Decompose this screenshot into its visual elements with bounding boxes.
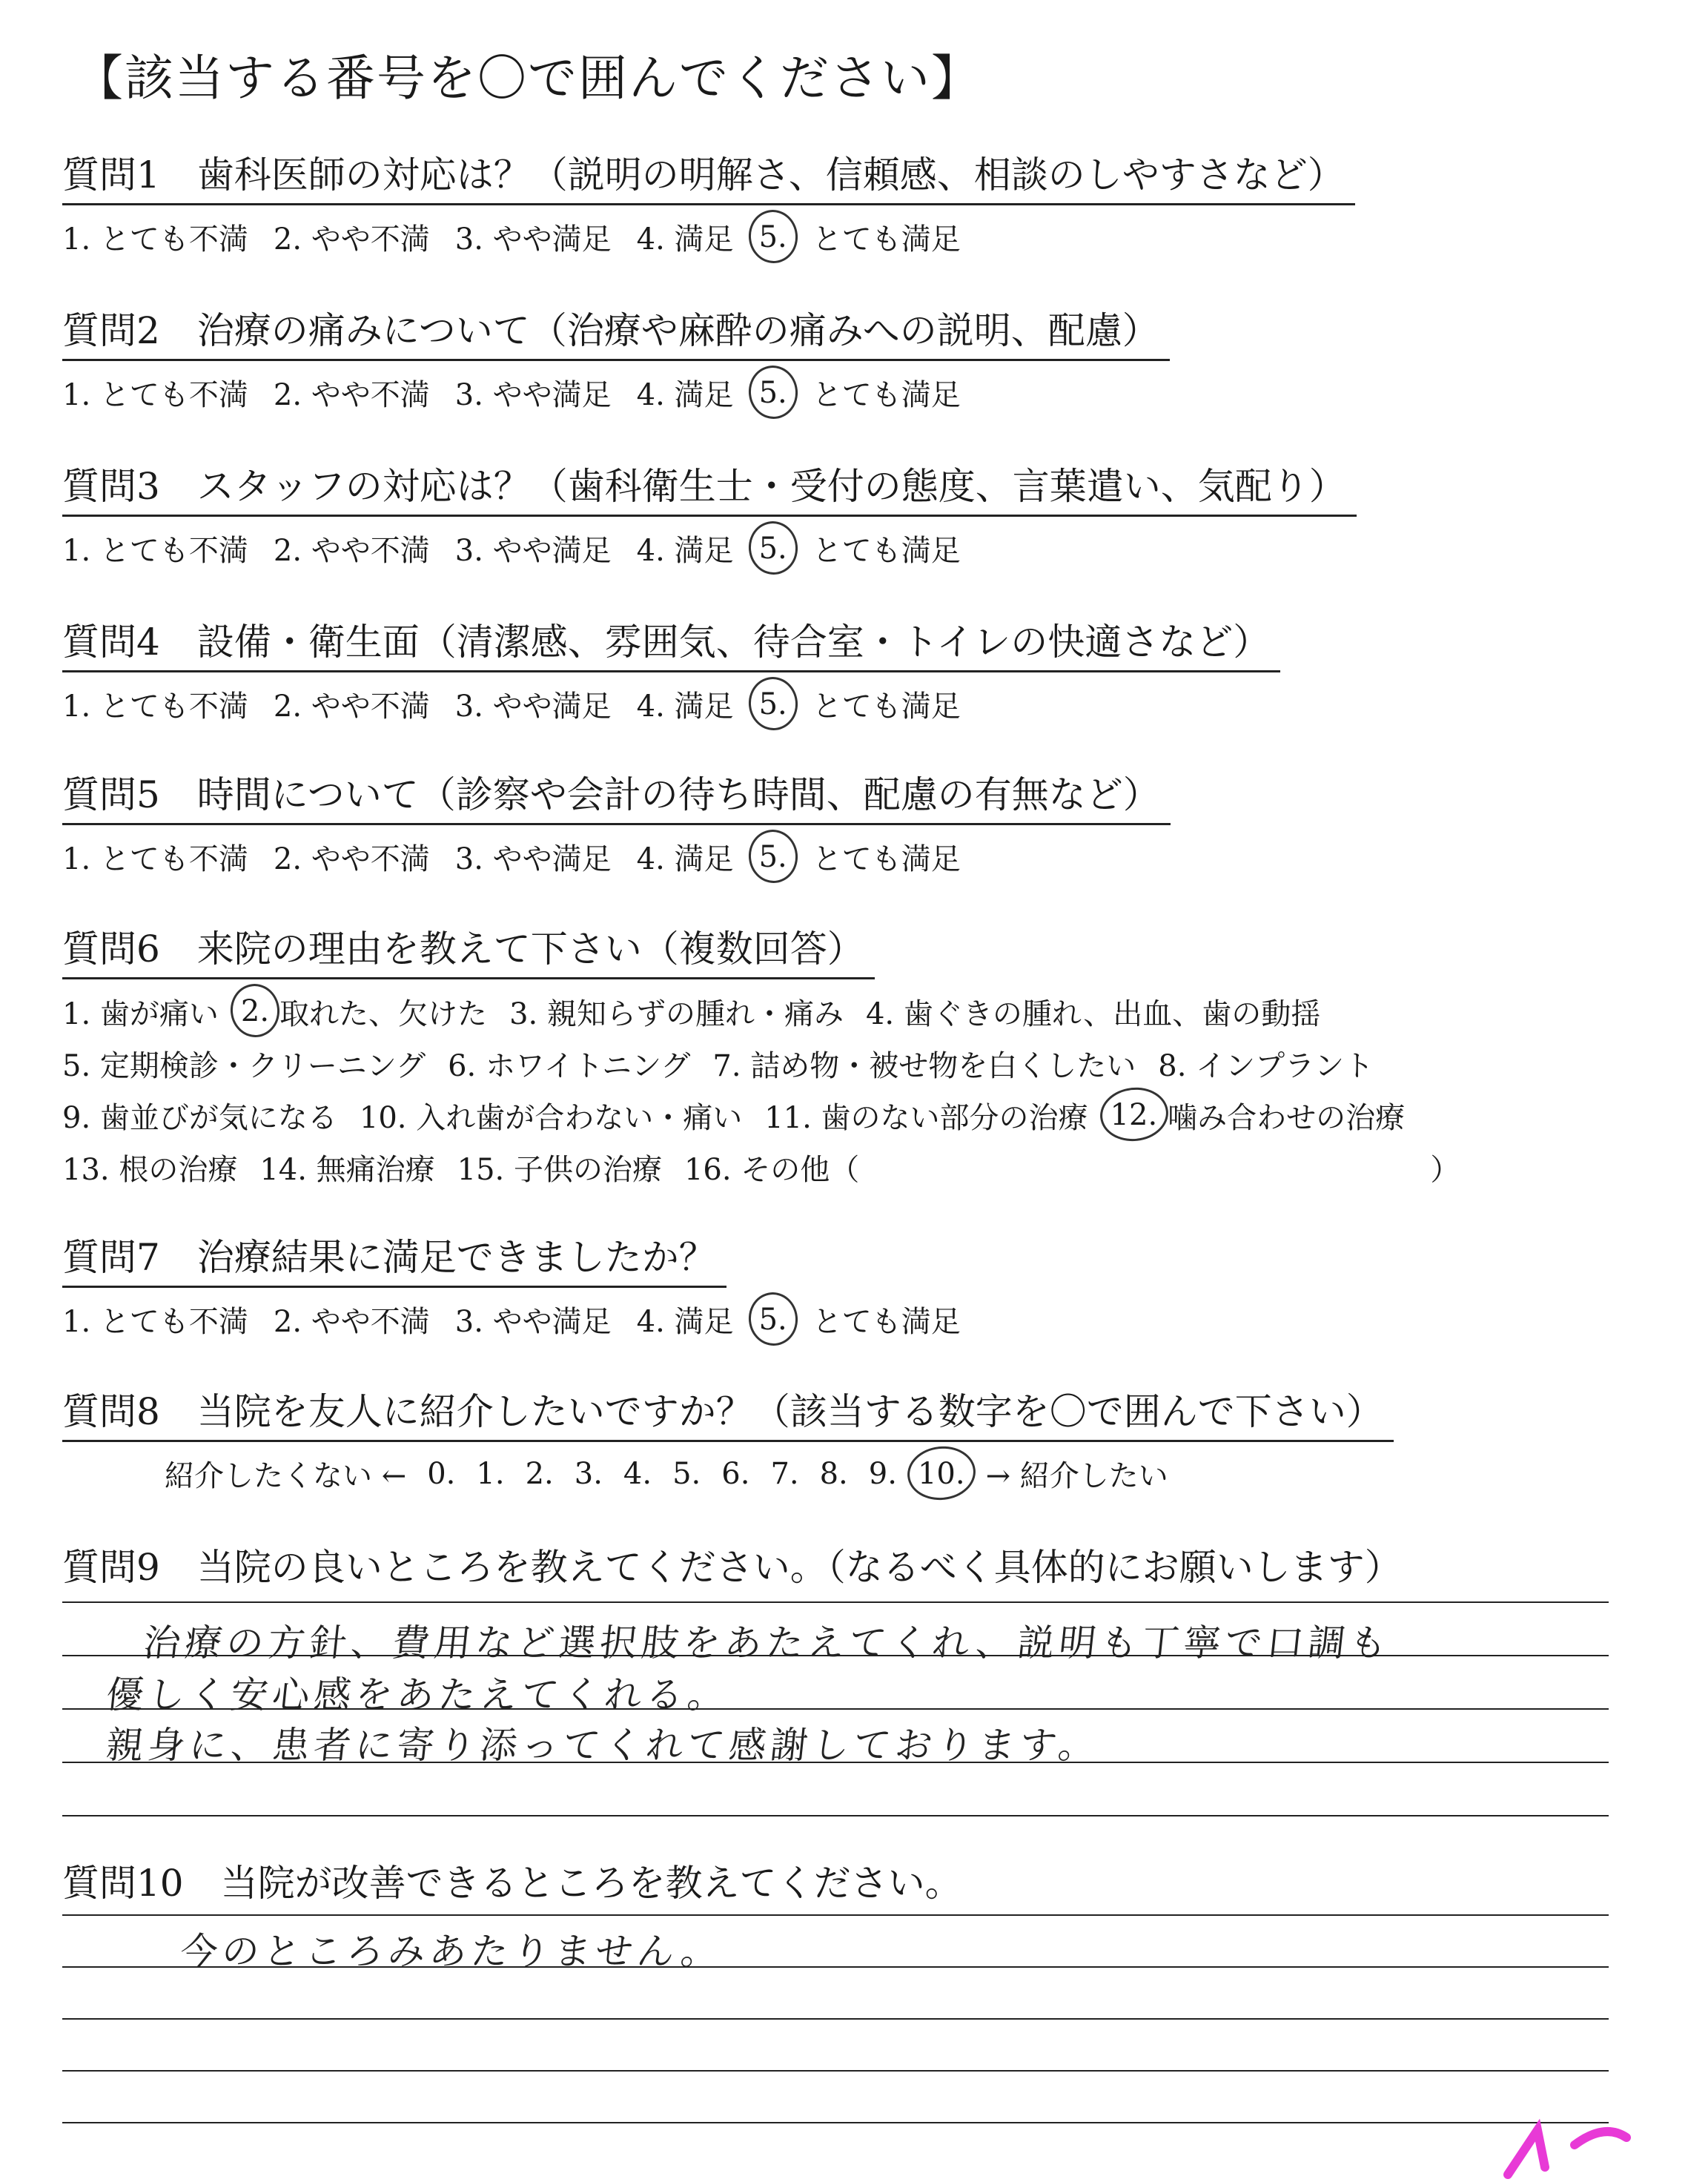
question-2-header: 質問2 治療の痛みについて（治療や麻酔の痛みへの説明、配慮）: [62, 301, 1170, 361]
option-3[interactable]: 3. やや満足: [454, 222, 612, 257]
option-15[interactable]: 15. 子供の治療: [457, 1152, 662, 1187]
option-5-label: とても満足: [812, 378, 961, 412]
question-9: [62, 1538, 1402, 1591]
ruled-line: [62, 1601, 1609, 1603]
option-3[interactable]: 3. やや満足: [454, 378, 612, 412]
option-13[interactable]: 13. 根の治療: [62, 1152, 238, 1187]
scale-4[interactable]: 4.: [623, 1456, 652, 1491]
scale-10-selected[interactable]: 10.: [917, 1456, 965, 1491]
option-5-label: とても満足: [812, 1305, 961, 1339]
question-10: [62, 1854, 962, 1907]
scale-1[interactable]: 1.: [476, 1456, 505, 1491]
option-1[interactable]: 1. 歯が痛い: [62, 996, 219, 1031]
handwritten-answer-line: 親身に、患者に寄り添ってくれて感謝しております。: [104, 1724, 1102, 1767]
option-16-other[interactable]: 16. その他（: [683, 1152, 860, 1187]
ruled-line: [62, 2122, 1609, 2123]
option-11[interactable]: 11. 歯のない部分の治療: [764, 1100, 1088, 1135]
scale-5[interactable]: 5.: [672, 1456, 701, 1491]
options-row: [62, 1141, 1482, 1193]
option-2-label: 取れた、欠けた: [279, 996, 488, 1031]
option-3[interactable]: 3. やや満足: [454, 842, 612, 876]
scale-6[interactable]: 6.: [721, 1456, 750, 1491]
handwritten-answer-line: 今のところみあたりません。: [178, 1930, 725, 1973]
question-9-header: 質問9 当院の良いところを教えてください。（なるべく具体的にお願いします）: [62, 1546, 1402, 1589]
option-5-label: とても満足: [812, 842, 961, 876]
page-title: 【該当する番号を〇で囲んでください】: [74, 50, 982, 107]
scale-7[interactable]: 7.: [770, 1456, 799, 1491]
question-7-options: [62, 1298, 986, 1340]
ruled-line: [62, 2070, 1609, 2072]
question-8-scale: [62, 1452, 1394, 1495]
option-12-selected[interactable]: 12.: [1110, 1098, 1158, 1132]
option-5[interactable]: 5. 定期検診・クリーニング: [62, 1048, 426, 1083]
handwritten-answer-line: 優しく安心感をあたえてくれる。: [104, 1673, 732, 1716]
highlighter-mark: [1493, 2115, 1641, 2182]
question-7: [62, 1228, 986, 1340]
ruled-line: [62, 2018, 1609, 2020]
question-2-options: [62, 371, 1170, 414]
option-2-selected[interactable]: 2.: [240, 994, 270, 1028]
question-3: [62, 457, 1357, 569]
scale-8[interactable]: 8.: [819, 1456, 848, 1491]
option-8[interactable]: 8. インプラント: [1158, 1048, 1374, 1083]
answer-area-q10[interactable]: [62, 1914, 1609, 2137]
option-5-selected[interactable]: 5.: [758, 219, 787, 254]
option-12-label: 噛み合わせの治療: [1168, 1100, 1406, 1135]
option-3[interactable]: 3. やや満足: [454, 534, 612, 568]
option-5-selected[interactable]: 5.: [758, 687, 787, 721]
answer-area-q9[interactable]: [62, 1601, 1609, 1824]
option-2[interactable]: 2. やや不満: [273, 222, 430, 257]
scale-2[interactable]: 2.: [525, 1456, 554, 1491]
option-5-label: とても満足: [812, 534, 961, 568]
scale-9[interactable]: 9.: [868, 1456, 897, 1491]
question-6-options: [62, 985, 1482, 1193]
option-1[interactable]: 1. とても不満: [62, 222, 248, 257]
scale-3[interactable]: 3.: [574, 1456, 603, 1491]
option-2[interactable]: 2. やや不満: [273, 534, 430, 568]
option-7[interactable]: 7. 詰め物・被せ物を白くしたい: [712, 1048, 1136, 1083]
question-4: [62, 612, 1280, 725]
option-5-selected[interactable]: 5.: [758, 531, 787, 566]
option-5-label: とても満足: [812, 690, 961, 724]
options-row: [62, 985, 1482, 1037]
option-2[interactable]: 2. やや不満: [273, 842, 430, 876]
question-5-options: [62, 836, 1171, 878]
option-4[interactable]: 4. 満足: [636, 1305, 734, 1339]
question-4-options: [62, 683, 1280, 725]
option-1[interactable]: 1. とても不満: [62, 842, 248, 876]
question-10-header: 質問10 当院が改善できるところを教えてください。: [62, 1862, 962, 1905]
question-1-header: 質問1 歯科医師の対応は？（説明の明解さ、信頼感、相談のしやすさなど）: [62, 145, 1355, 205]
option-1[interactable]: 1. とても不満: [62, 690, 248, 724]
option-4[interactable]: 4. 満足: [636, 690, 734, 724]
option-3[interactable]: 3. 親知らずの腫れ・痛み: [509, 996, 844, 1031]
option-5-selected[interactable]: 5.: [758, 839, 787, 874]
option-3[interactable]: 3. やや満足: [454, 1305, 612, 1339]
option-2[interactable]: 2. やや不満: [273, 690, 430, 724]
option-14[interactable]: 14. 無痛治療: [259, 1152, 435, 1187]
other-close-paren: ）: [1430, 1152, 1460, 1187]
highlighter-stroke: [1508, 2130, 1626, 2175]
option-5-selected[interactable]: 5.: [758, 1302, 787, 1337]
option-5-selected[interactable]: 5.: [758, 375, 787, 410]
ruled-line: [62, 1914, 1609, 1916]
scale-low-label: 紹介したくない ←: [165, 1459, 407, 1493]
handwritten-answer-line: 治療の方針、費用など選択肢をあたえてくれ、説明も丁寧で口調も: [141, 1621, 1394, 1664]
option-6[interactable]: 6. ホワイトニング: [448, 1048, 691, 1083]
option-5-label: とても満足: [812, 222, 961, 257]
option-9[interactable]: 9. 歯並びが気になる: [62, 1100, 337, 1135]
options-row: [62, 1037, 1482, 1089]
question-3-options: [62, 527, 1357, 569]
question-2: [62, 301, 1170, 414]
ruled-line: [62, 1815, 1609, 1816]
question-6: [62, 919, 1482, 1193]
scale-high-label: → 紹介したい: [985, 1459, 1168, 1493]
option-1[interactable]: 1. とても不満: [62, 378, 248, 412]
option-1[interactable]: 1. とても不満: [62, 534, 248, 568]
option-4[interactable]: 4. 歯ぐきの腫れ、出血、歯の動揺: [865, 996, 1321, 1031]
question-5-header: 質問5 時間について（診察や会計の待ち時間、配慮の有無など）: [62, 765, 1171, 825]
question-8: [62, 1382, 1394, 1495]
option-4[interactable]: 4. 満足: [636, 222, 734, 257]
question-8-header: 質問8 当院を友人に紹介したいですか？（該当する数字を〇で囲んで下さい）: [62, 1382, 1394, 1442]
option-4[interactable]: 4. 満足: [636, 534, 734, 568]
question-6-header: 質問6 来院の理由を教えて下さい（複数回答）: [62, 919, 875, 979]
option-2[interactable]: 2. やや不満: [273, 1305, 430, 1339]
question-4-header: 質問4 設備・衛生面（清潔感、雰囲気、待合室・トイレの快適さなど）: [62, 612, 1280, 672]
option-10[interactable]: 10. 入れ歯が合わない・痛い: [359, 1100, 743, 1135]
question-7-header: 質問7 治療結果に満足できましたか？: [62, 1228, 726, 1288]
option-2[interactable]: 2. やや不満: [273, 378, 430, 412]
options-row: [62, 1089, 1482, 1141]
question-1-options: [62, 216, 1355, 258]
option-4[interactable]: 4. 満足: [636, 378, 734, 412]
option-3[interactable]: 3. やや満足: [454, 690, 612, 724]
option-1[interactable]: 1. とても不満: [62, 1305, 248, 1339]
question-1: [62, 145, 1355, 258]
option-4[interactable]: 4. 満足: [636, 842, 734, 876]
question-5: [62, 765, 1171, 878]
scale-0[interactable]: 0.: [427, 1456, 456, 1491]
question-3-header: 質問3 スタッフの対応は？（歯科衛生士・受付の態度、言葉遣い、気配り）: [62, 457, 1357, 517]
